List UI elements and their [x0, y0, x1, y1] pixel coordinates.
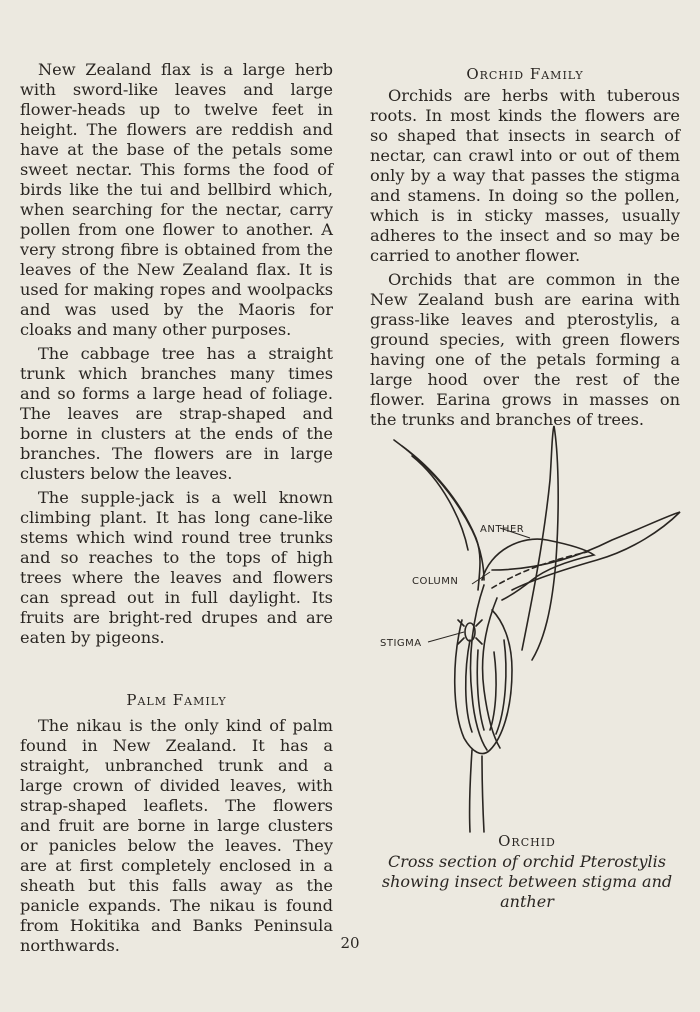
supple-jack-paragraph: The supple-jack is a well known climbing plant. It has long cane-like stems which wind round tree trunks and so reaches to the tops of high trees where the leaves and flowers can spread out in full daylight. Its fruits are bright-red drupes and are eaten by pigeons.	[20, 488, 333, 647]
column	[471, 585, 488, 750]
orchid-cross-section-illustration	[372, 420, 682, 840]
cabbage-tree-paragraph: The cabbage tree has a straight trunk which branches many times and so forms a large head of foliage. The leaves are strap-shaped and borne in clusters at the ends of the branches. The flowers are in large clusters below the leaves.	[20, 344, 333, 483]
upright-petal	[522, 426, 558, 660]
nikau-paragraph: The nikau is the only kind of palm found in New Zealand. It has a straight, unbranched trunk and a large crown of divided leaves, with strap-shaped leaflets. The flowers and fruit are borne in large clusters or panicles below the leaves. They are at first completely enclosed in a sheath but this falls away as the panicle expands. The nikau is found from Hokitika and Banks Peninsula northwards.	[20, 716, 333, 955]
flax-paragraph: New Zealand flax is a large herb with sword-like leaves and large flower-heads up to twelve feet in height. The flowers are reddish and have at the base of the petals some sweet nectar. This forms the food of birds like the tui and bellbird which, when searching for the nectar, carry pollen from one flower to another. A very strong fibre is obtained from the leaves of the New Zealand flax. It is used for making ropes and woolpacks and was used by the Maoris for cloaks and many other purposes.	[20, 60, 333, 339]
page-number: 20	[340, 934, 360, 952]
figure-title: Orchid	[498, 832, 556, 850]
left-sepal	[394, 440, 484, 580]
stem	[470, 750, 472, 832]
orchid-family-heading: Orchid Family	[466, 65, 584, 83]
stigma-label: STIGMA	[380, 638, 422, 649]
figure-caption: Cross section of orchid Pterostylis showing insect between stigma and anther	[381, 852, 673, 911]
left-column	[20, 60, 333, 960]
anther-label: ANTHER	[480, 524, 525, 535]
right-column	[370, 64, 680, 434]
orchid-species-paragraph: Orchids that are common in the New Zealand bush are earina with grass-like leaves and pterostylis, a ground species, with green flowers having one of the petals forming a large hood over the rest of the flower. Earina grows in masses on the trunks and branches of trees.	[370, 270, 680, 429]
column-label: COLUMN	[412, 576, 459, 587]
orchid-intro-paragraph: Orchids are herbs with tuberous roots. In most kinds the flowers are so shaped that insects in search of nectar, can crawl into or out of them only by a way that passes the stigma and stamens. In doing so the pollen, which is in sticky masses, usually adheres to the insect and so may be carried to another flower.	[370, 86, 680, 265]
palm-family-heading: Palm Family	[126, 691, 227, 709]
